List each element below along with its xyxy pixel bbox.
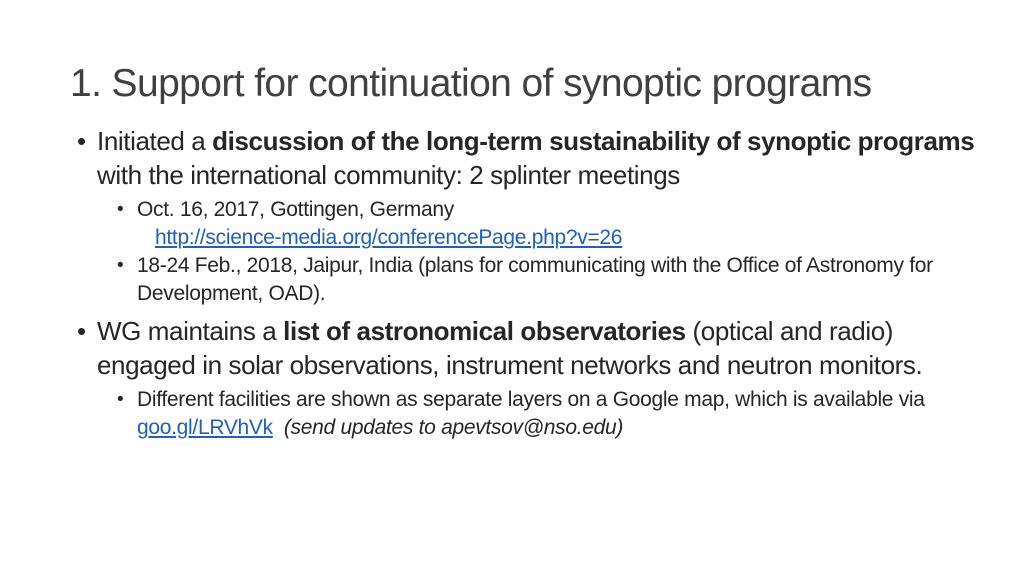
bullet-text-pre: Initiated a	[97, 126, 213, 156]
bullet-text-post: (optical and radio) engaged in solar observations, instrument networks and neutron monitors.	[97, 316, 923, 380]
bullet-text-bold: discussion of the long-term sustainability of synoptic programs	[212, 126, 975, 156]
slide-body	[77, 124, 977, 442]
bullet-dot-icon: •	[77, 316, 86, 346]
bullet-dot-icon: •	[117, 255, 124, 276]
meeting-1-text: Oct. 16, 2017, Gottingen, Germany	[137, 198, 454, 221]
bullet-item	[77, 314, 977, 382]
bullet-dot-icon: •	[117, 389, 124, 410]
sub-bullet-item	[117, 386, 977, 442]
bullet-item	[77, 124, 977, 192]
bullet-dot-icon: •	[77, 126, 86, 156]
bullet-dot-icon: •	[117, 199, 124, 220]
bullet-text-post: with the international community: 2 splinter meetings	[97, 160, 680, 190]
bullet-text-bold: list of astronomical observatories	[283, 316, 686, 346]
conference-page-link[interactable]: http://science-media.org/conferencePage.php?v=26	[155, 226, 623, 249]
sub-bullet-item	[117, 252, 977, 308]
sub-bullet-item	[117, 196, 977, 252]
slide-title: 1. Support for continuation of synoptic programs	[70, 62, 872, 105]
bullet-text-pre: WG maintains a	[97, 316, 284, 346]
updates-note: (send updates to apevtsov@nso.edu)	[283, 416, 624, 439]
map-text-pre: Different facilities are shown as separate layers on a Google map, which is available via	[137, 388, 925, 411]
google-map-link[interactable]: goo.gl/LRVhVk	[137, 416, 273, 439]
meeting-2-text: 18-24 Feb., 2018, Jaipur, India (plans for communicating with the Office of Astronomy for Development, OAD).	[137, 254, 933, 305]
